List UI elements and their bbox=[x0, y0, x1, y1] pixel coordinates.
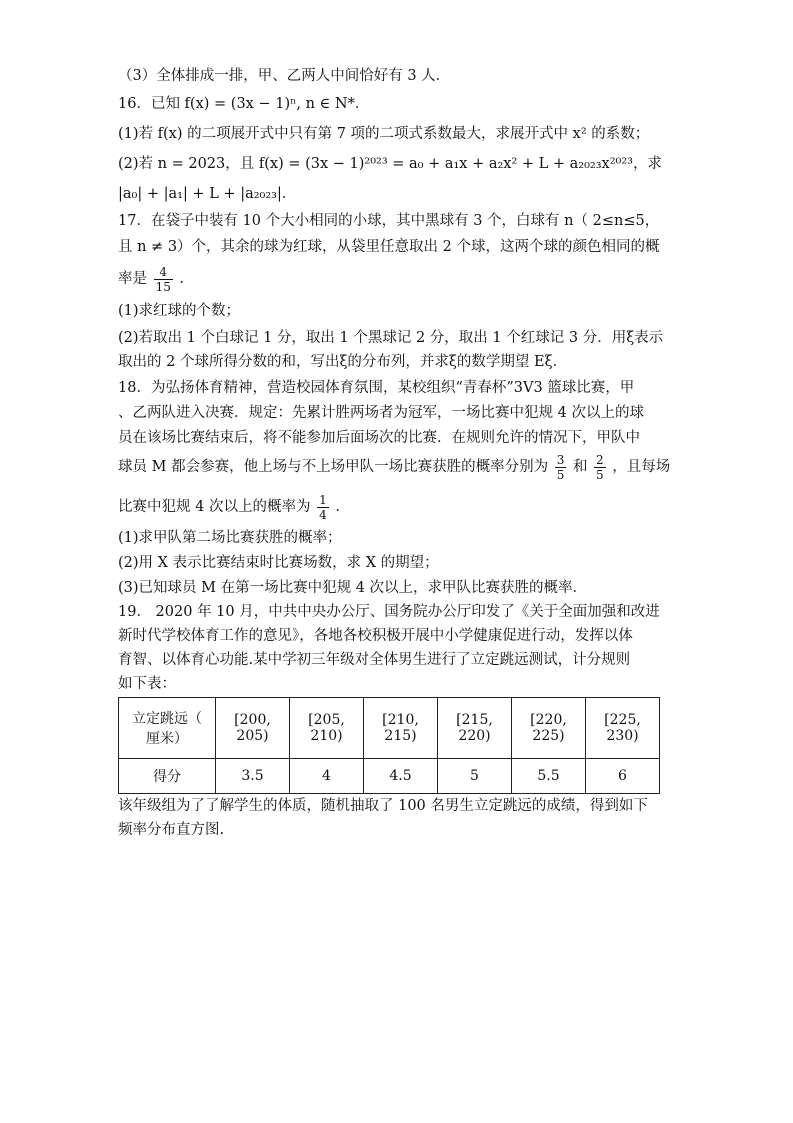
q17-line2: 且 n ≠ 3）个，其余的球为红球，从袋里任意取出 2 个球，这两个球的颜色相同的概 bbox=[118, 239, 660, 255]
table-cell-range: [210, 215) bbox=[364, 698, 438, 759]
table-cell-range: [205, 210) bbox=[290, 698, 364, 759]
q16-part2: (2)若 n = 2023，且 f(x) = (3x − 1)²⁰²³ = a₀ + a₁x + a₂x² + L + a₂₀₂₃x²⁰²³，求 bbox=[118, 156, 662, 172]
fraction-numerator: 2 bbox=[596, 452, 604, 467]
fraction-numerator: 1 bbox=[319, 492, 327, 507]
header-label-line1: 立定跳远（ bbox=[132, 711, 202, 727]
q18-line3: 员在该场比赛结束后，将不能参加后面场次的比赛．在规则允许的情况下，甲队中 bbox=[118, 430, 640, 446]
q18-fraction-2-5 bbox=[594, 453, 606, 482]
q19-line4: 如下表： bbox=[118, 676, 176, 692]
q18-line5 bbox=[118, 492, 350, 522]
q17-line1: 17．在袋子中装有 10 个大小相同的小球，其中黑球有 3 个，白球有 n（ 2≤n≤5， bbox=[118, 213, 660, 229]
q18-fraction-1-4 bbox=[317, 493, 329, 522]
q17-part1: (1)求红球的个数； bbox=[118, 303, 241, 319]
fraction-denominator: 15 bbox=[155, 279, 171, 294]
table-cell-range: [200, 205) bbox=[216, 698, 290, 759]
table-row bbox=[119, 759, 660, 794]
q19-after-table-line2: 频率分布直方图. bbox=[118, 822, 225, 838]
q17-line3-prefix: 率是 bbox=[118, 271, 147, 287]
q18-line2: 、乙两队进入决赛．规定：先累计胜两场者为冠军，一场比赛中犯规 4 次以上的球 bbox=[118, 405, 644, 421]
q18-part2: (2)用 X 表示比赛结束时比赛场数，求 X 的期望； bbox=[118, 555, 439, 571]
q15-part3: （3）全体排成一排，甲、乙两人中间恰好有 3 人． bbox=[118, 68, 451, 84]
table-row bbox=[119, 698, 660, 759]
q18-line4 bbox=[118, 452, 670, 482]
q19-after-table-line1: 该年级组为了了解学生的体质，随机抽取了 100 名男生立定跳远的成绩，得到如下 bbox=[118, 798, 648, 814]
fraction-numerator: 3 bbox=[556, 452, 565, 467]
scoring-table bbox=[118, 697, 660, 794]
table-cell-range: [215, 220) bbox=[438, 698, 512, 759]
q19-line2: 新时代学校体育工作的意见》，各地各校积极开展中小学健康促进行动，发挥以体 bbox=[118, 628, 633, 644]
q16-stem: 16．已知 f(x) = (3x − 1)ⁿ, n ∈ N*． bbox=[118, 96, 370, 112]
q17-line3-suffix: ． bbox=[179, 271, 194, 287]
table-cell-score: 5 bbox=[438, 759, 512, 794]
fraction-numerator: 4 bbox=[154, 265, 173, 280]
q18-line4-suffix: ，且每场 bbox=[612, 459, 671, 475]
q18-part3: (3)已知球员 M 在第一场比赛中犯规 4 次以上，求甲队比赛获胜的概率． bbox=[118, 580, 588, 596]
q19-line3: 育智、以体育心功能.某中学初三年级对全体男生进行了立定跳远测试，计分规则 bbox=[118, 652, 631, 668]
q18-line5-prefix: 比赛中犯规 4 次以上的概率为 bbox=[118, 499, 311, 515]
q17-part2-line1: (2)若取出 1 个白球记 1 分，取出 1 个黑球记 2 分，取出 1 个红球记 3 分．用ξ表示 bbox=[118, 330, 664, 346]
table-cell-score: 3.5 bbox=[216, 759, 290, 794]
q17-line3 bbox=[118, 264, 194, 294]
table-cell-range: [225, 230) bbox=[586, 698, 660, 759]
table-cell-score: 4 bbox=[290, 759, 364, 794]
fraction-denominator: 5 bbox=[556, 467, 565, 482]
table-cell-range: [220, 225) bbox=[512, 698, 586, 759]
q19-line1: 19． 2020 年 10 月，中共中央办公厅、国务院办公厅印发了《关于全面加强和改进 bbox=[118, 604, 660, 620]
q16-part1: (1)若 f(x) 的二项展开式中只有第 7 项的二项式系数最大，求展开式中 x² 的系数； bbox=[118, 126, 650, 142]
q17-part2-line2: 取出的 2 个球所得分数的和，写出ξ的分布列，并求ξ的数学期望 Eξ． bbox=[118, 354, 568, 370]
q18-line1: 18．为弘扬体育精神，营造校园体育氛围，某校组织“青春杯”3V3 篮球比赛，甲 bbox=[118, 380, 635, 396]
table-row-label: 得分 bbox=[119, 759, 216, 794]
q18-fraction-3-5 bbox=[555, 453, 567, 482]
q18-part1: (1)求甲队第二场比赛获胜的概率； bbox=[118, 530, 342, 546]
table-cell-score: 6 bbox=[586, 759, 660, 794]
fraction-denominator: 4 bbox=[319, 507, 327, 522]
table-cell-score: 4.5 bbox=[364, 759, 438, 794]
q18-line4-prefix: 球员 M 都会参赛，他上场与不上场甲队一场比赛获胜的概率分别为 bbox=[118, 459, 549, 475]
header-label-line2: 厘米） bbox=[146, 731, 188, 747]
q18-line5-suffix: ． bbox=[335, 499, 350, 515]
fraction-denominator: 5 bbox=[596, 467, 604, 482]
q17-probability-fraction bbox=[154, 265, 173, 294]
q16-part2-expression: |a₀| + |a₁| + L + |a₂₀₂₃|． bbox=[118, 186, 297, 202]
table-header-label bbox=[119, 698, 216, 759]
table-cell-score: 5.5 bbox=[512, 759, 586, 794]
q18-line4-middle: 和 bbox=[572, 459, 588, 475]
